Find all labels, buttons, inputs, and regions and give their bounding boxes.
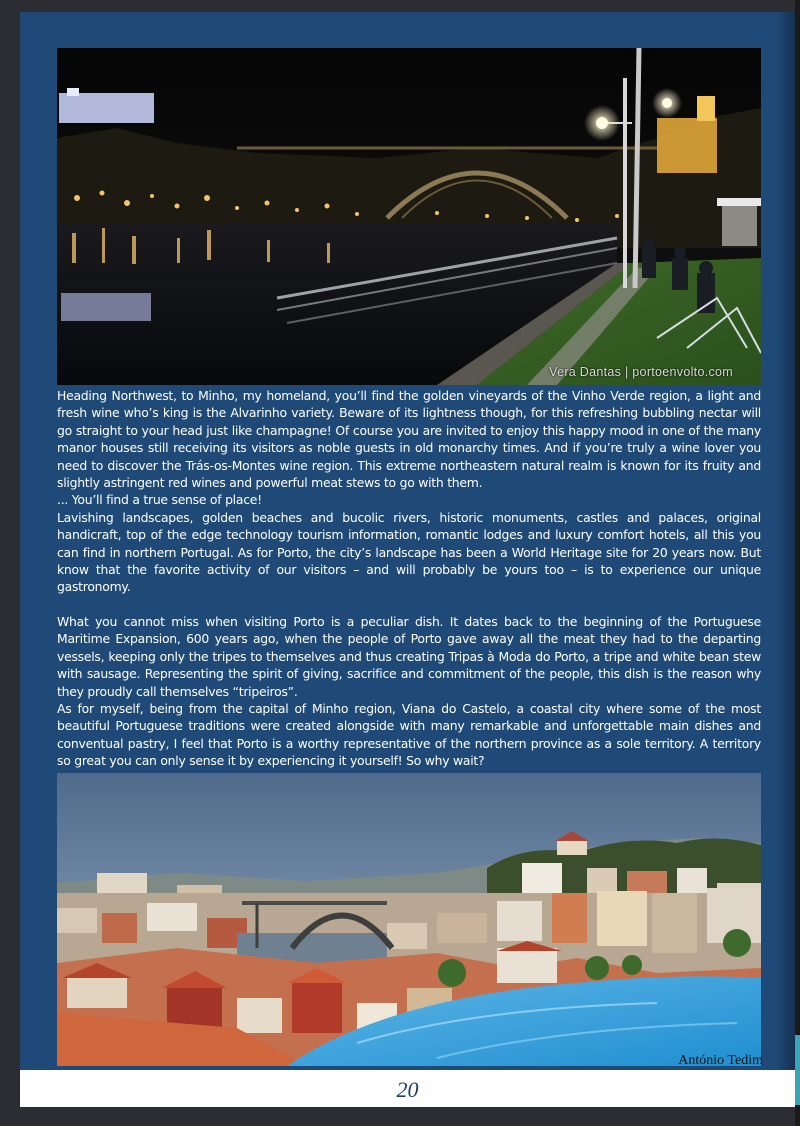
porto-cityscape-pool-photo xyxy=(57,773,761,1066)
page-edge-shadow xyxy=(775,12,795,1107)
paragraph-gap xyxy=(57,596,761,613)
photo-author: António Tedim xyxy=(678,1053,763,1068)
page-edge-marker xyxy=(795,1035,800,1105)
photo-credit: Vera Dantas | portoenvolto.com xyxy=(549,365,733,379)
window-edge xyxy=(795,0,800,1126)
porto-night-riverside-photo xyxy=(57,48,761,385)
article-paragraph: Lavishing landscapes, golden beaches and bucolic rivers, historic monuments, castles and palaces, original handicraft, top of the edge technology tourism information, romantic lodges and luxury comfort hotels, all this you can find in northern Portugal. As for Porto, the city’s landscape has been a World Heritage site for 20 years now. But know that the favorite activity of our visitors – and will probably be yours too – is to experience our unique gastronomy. xyxy=(57,509,761,595)
article-paragraph: ... You’ll find a true sense of place! xyxy=(57,492,262,508)
article-body xyxy=(57,387,761,770)
magazine-page xyxy=(20,12,795,1107)
article-paragraph: Heading Northwest, to Minho, my homeland, you’ll find the golden vineyards of the Vinho Verde region, a light and fresh wine who’s king is the Alvarinho variety. Beware of its lightness though, for this refreshing bubbling nectar will go straight to your head just like champagne! Of course you are invited to enjoy this happy mood in one of the many manor houses still receiving its visitors as noble guests in old monarchy times. And if you’re truly a wine lover you need to discover the Trás-os-Montes wine region. This extreme northeastern natural realm is known for its fruity and slightly astringent red wines and powerful meat stews to go with them. xyxy=(57,388,761,491)
article-paragraph: What you cannot miss when visiting Porto is a peculiar dish. It dates back to the beginning of the Portuguese Maritime Expansion, 600 years ago, when the people of Porto gave away all the meat they had to the departing vessels, keeping only the tripes to themselves and thus creating Tripas à Moda do Porto, a tripe and white bean stew with sausage. Representing the spirit of giving, sacrifice and commitment of the people, this dish is the reason why they proudly call themselves “tripeiros”. xyxy=(57,613,761,699)
page-number: 20 xyxy=(396,1077,419,1102)
article-paragraph: As for myself, being from the capital of Minho region, Viana do Castelo, a coastal city where some of the most beautiful Portuguese traditions were created alongside with many remarkable and unforgettable main dishes and conventual pastry, I feel that Porto is a worthy representative of the northern province as a sole territory. A territory so great you can only sense it by experiencing it yourself! So why wait? xyxy=(57,700,761,769)
